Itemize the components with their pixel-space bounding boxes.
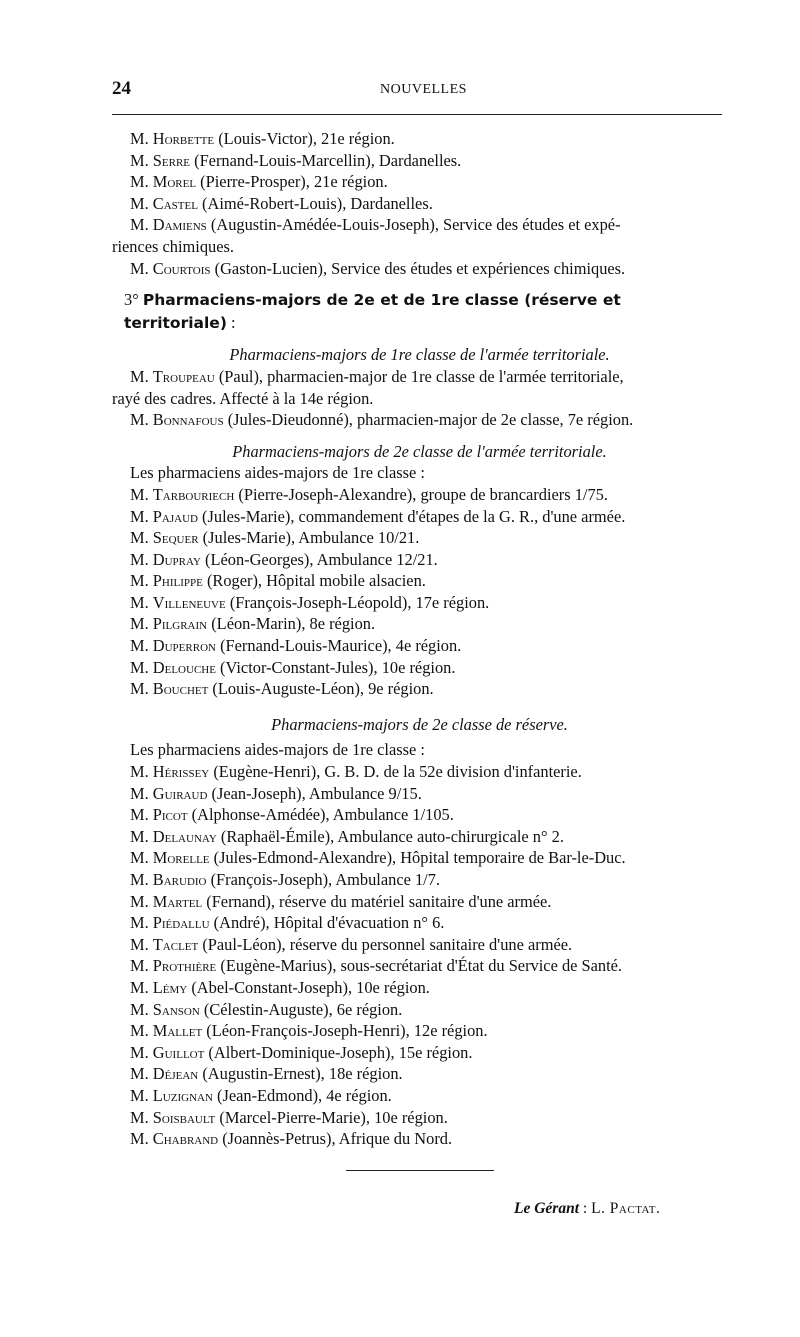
list-item — [112, 1107, 727, 1129]
entry-details: (Pierre-Prosper), 21e région. — [196, 172, 388, 192]
entry-prefix: M. — [130, 1021, 153, 1041]
list-item — [112, 955, 727, 977]
entry-prefix: M. — [130, 215, 153, 235]
page-number: 24 — [112, 78, 131, 99]
entry-prefix: M. — [130, 848, 153, 868]
entry-details: (Jean-Edmond), 4e région. — [212, 1085, 392, 1105]
entry-details: (Louis-Auguste-Léon), 9e région. — [208, 679, 434, 699]
list-item — [112, 912, 727, 934]
list-item — [112, 570, 727, 592]
entry-prefix: M. — [130, 193, 153, 213]
list-item — [112, 506, 727, 528]
entry-continuation: riences chimiques. — [112, 236, 234, 256]
intro-territorial: Les pharmaciens aides-majors de 1re classe : — [130, 463, 425, 483]
entry-prefix: M. — [130, 977, 153, 997]
entry-surname: Guillot — [152, 1042, 205, 1062]
entry-surname: Bouchet — [152, 679, 209, 699]
entry-surname: Delaunay — [152, 826, 217, 846]
entry-surname: Déjean — [152, 1064, 199, 1084]
list-item — [112, 635, 727, 657]
entry-prefix: M. — [130, 891, 153, 911]
section-number: 3° — [124, 290, 139, 310]
list-item — [112, 826, 727, 848]
entry-details: (Aimé-Robert-Louis), Dardanelles. — [197, 193, 433, 213]
entry-prefix: M. — [130, 150, 153, 170]
entry-details: (Jules-Edmond-Alexandre), Hôpital temporaire de Bar-le-Duc. — [209, 848, 626, 868]
entry-details: (Fernand), réserve du matériel sanitaire d'une armée. — [202, 891, 552, 911]
list-item — [112, 869, 727, 891]
entry-surname: Dupray — [152, 549, 201, 569]
entry-details: (François-Joseph), Ambulance 1/7. — [206, 870, 441, 889]
entry-prefix: M. — [130, 999, 153, 1019]
entry-surname: Taclet — [152, 934, 199, 954]
entry-prefix: M. — [130, 549, 153, 569]
entry-details: (Eugène-Marius), sous-secrétariat d'État du Service de Santé. — [216, 956, 623, 976]
entry-surname: Sequer — [152, 528, 199, 548]
list-item — [112, 592, 727, 614]
entry-surname: Troupeau — [152, 366, 215, 386]
running-head: NOUVELLES — [380, 82, 467, 97]
entry-continuation: rayé des cadres. Affecté à la 14e région. — [112, 388, 374, 408]
entry-surname: Tarbouriech — [152, 484, 235, 504]
entry-details: (Léon-Marin), 8e région. — [207, 614, 376, 634]
entry-prefix: M. — [130, 870, 153, 889]
entry-surname: Sanson — [152, 999, 200, 1019]
list-item — [112, 1042, 727, 1064]
list-item — [112, 128, 727, 150]
entry-surname: Morel — [152, 172, 197, 192]
header-rule — [112, 114, 722, 115]
entry-surname: Villeneuve — [152, 592, 226, 612]
entry-prefix: M. — [130, 762, 153, 782]
signature-separator: : — [579, 1200, 592, 1217]
entry-prefix: M. — [130, 805, 153, 825]
entry-details: (Abel-Constant-Joseph), 10e région. — [187, 977, 430, 997]
entry-surname: Guiraud — [152, 783, 208, 803]
list-item — [112, 804, 727, 826]
entry-surname: Damiens — [152, 215, 207, 235]
list-item — [112, 527, 727, 549]
list-item — [112, 366, 727, 409]
entry-details: (Raphaël-Émile), Ambulance auto-chirurgicale n° 2. — [216, 826, 564, 846]
entry-list-block2 — [112, 366, 727, 431]
entry-details: (Victor-Constant-Jules), 10e région. — [215, 657, 456, 677]
signature-label: Le Gérant — [514, 1200, 580, 1217]
entry-prefix: M. — [130, 172, 153, 192]
entry-surname: Picot — [152, 805, 188, 825]
subheading-reserve: Pharmaciens-majors de 2e classe de réserve. — [271, 714, 568, 734]
entry-details: (Léon-François-Joseph-Henri), 12e région. — [202, 1021, 488, 1041]
entry-prefix: M. — [130, 258, 153, 278]
list-item — [112, 783, 727, 805]
entry-prefix: M. — [130, 129, 153, 148]
entry-surname: Delouche — [152, 657, 216, 677]
entry-details: (Jules-Dieudonné), pharmacien-major de 2e classe, 7e région. — [223, 410, 634, 430]
entry-list-block3 — [112, 484, 727, 700]
entry-details: (Marcel-Pierre-Marie), 10e région. — [215, 1107, 448, 1127]
entry-details: (Joannès-Petrus), Afrique du Nord. — [218, 1129, 453, 1149]
list-item — [112, 847, 727, 869]
entry-details: (Augustin-Ernest), 18e région. — [198, 1064, 403, 1084]
entry-surname: Bonnafous — [152, 410, 224, 430]
entry-prefix: M. — [130, 1085, 153, 1105]
intro-reserve: Les pharmaciens aides-majors de 1re classe : — [130, 740, 425, 760]
section-title-tail: : — [226, 312, 236, 332]
entry-prefix: M. — [130, 366, 153, 386]
entry-details: (Albert-Dominique-Joseph), 15e région. — [204, 1042, 473, 1062]
entry-details: (Jean-Joseph), Ambulance 9/15. — [207, 783, 422, 803]
entry-details: (Eugène-Henri), G. B. D. de la 52e division d'infanterie. — [209, 762, 582, 782]
list-item — [112, 657, 727, 679]
entry-surname: Pajaud — [152, 506, 198, 526]
entry-prefix: M. — [130, 1064, 153, 1084]
entry-surname: Philippe — [152, 571, 203, 591]
entry-details: (Gaston-Lucien), Service des études et expériences chimiques. — [210, 258, 626, 278]
entry-surname: Duperron — [152, 636, 216, 656]
entry-prefix: M. — [130, 528, 153, 548]
entry-prefix: M. — [130, 657, 153, 677]
entry-prefix: M. — [130, 614, 153, 634]
section-title — [112, 289, 727, 334]
entry-surname: Hérissey — [152, 762, 210, 782]
list-item — [112, 150, 727, 172]
entry-surname: Barudio — [152, 870, 207, 889]
entry-surname: Mallet — [152, 1021, 203, 1041]
entry-prefix: M. — [130, 934, 153, 954]
list-item — [112, 999, 727, 1021]
entry-prefix: M. — [130, 571, 153, 591]
entry-details: (Célestin-Auguste), 6e région. — [199, 999, 403, 1019]
entry-details: (Fernand-Louis-Maurice), 4e région. — [215, 636, 462, 656]
page-header — [112, 78, 722, 100]
entry-surname: Prothière — [152, 956, 217, 976]
signature-name: L. Pactat. — [591, 1200, 661, 1217]
entry-surname: Piédallu — [152, 913, 210, 933]
entry-surname: Lémy — [152, 977, 188, 997]
list-item — [112, 171, 727, 193]
section-title-text: Pharmaciens-majors de 2e et de 1re classe (réserve et territoriale) — [124, 291, 621, 332]
entry-prefix: M. — [130, 484, 153, 504]
entry-surname: Morelle — [152, 848, 210, 868]
entry-details: (Pierre-Joseph-Alexandre), groupe de brancardiers 1/75. — [234, 484, 608, 504]
entry-surname: Martel — [152, 891, 203, 911]
entry-surname: Luzignan — [152, 1085, 213, 1105]
footer-rule — [346, 1170, 494, 1171]
entry-prefix: M. — [130, 636, 153, 656]
list-item — [112, 484, 727, 506]
list-item — [112, 678, 727, 700]
list-item — [112, 613, 727, 635]
document-body — [112, 128, 727, 1150]
entry-details: (Fernand-Louis-Marcellin), Dardanelles. — [190, 150, 462, 170]
signature — [514, 1200, 660, 1218]
entry-prefix: M. — [130, 956, 153, 976]
entry-details: (Augustin-Amédée-Louis-Joseph), Service des études et expé- — [206, 215, 621, 235]
list-item — [112, 1085, 727, 1107]
entry-details: (Paul-Léon), réserve du personnel sanitaire d'une armée. — [198, 934, 573, 954]
list-item — [112, 258, 727, 280]
list-item — [112, 1020, 727, 1042]
entry-details: (Léon-Georges), Ambulance 12/21. — [200, 549, 438, 569]
entry-surname: Pilgrain — [152, 614, 208, 634]
entry-prefix: M. — [130, 1129, 153, 1149]
entry-prefix: M. — [130, 913, 153, 933]
list-item — [112, 977, 727, 999]
list-item — [112, 409, 727, 431]
entry-surname: Soisbault — [152, 1107, 216, 1127]
list-item — [112, 934, 727, 956]
entry-prefix: M. — [130, 1107, 153, 1127]
entry-list-block4 — [112, 761, 727, 1150]
list-item — [112, 1128, 727, 1150]
entry-details: (Jules-Marie), commandement d'étapes de la G. R., d'une armée. — [197, 506, 626, 526]
list-item — [112, 891, 727, 913]
entry-surname: Castel — [152, 193, 198, 213]
entry-prefix: M. — [130, 826, 153, 846]
entry-details: (Paul), pharmacien-major de 1re classe de l'armée territoriale, — [214, 366, 624, 386]
entry-details: (Alphonse-Amédée), Ambulance 1/105. — [187, 805, 454, 825]
entry-details: (François-Joseph-Léopold), 17e région. — [225, 592, 490, 612]
entry-prefix: M. — [130, 506, 153, 526]
entry-details: (André), Hôpital d'évacuation n° 6. — [209, 913, 445, 933]
list-item — [112, 193, 727, 215]
entry-surname: Chabrand — [152, 1129, 219, 1149]
entry-details: (Jules-Marie), Ambulance 10/21. — [198, 528, 420, 548]
entry-details: (Louis-Victor), 21e région. — [214, 129, 395, 148]
list-item — [112, 549, 727, 571]
entry-details: (Roger), Hôpital mobile alsacien. — [202, 571, 426, 591]
entry-surname: Courtois — [152, 258, 211, 278]
entry-prefix: M. — [130, 410, 153, 430]
entry-prefix: M. — [130, 592, 153, 612]
list-item — [112, 761, 727, 783]
entry-prefix: M. — [130, 783, 153, 803]
subheading-territorial-2e: Pharmaciens-majors de 2e classe de l'armée territoriale. — [232, 441, 607, 461]
list-item — [112, 214, 727, 257]
entry-prefix: M. — [130, 679, 153, 699]
subheading-territorial-1re: Pharmaciens-majors de 1re classe de l'armée territoriale. — [229, 345, 610, 365]
entry-prefix: M. — [130, 1042, 153, 1062]
list-item — [112, 1063, 727, 1085]
entry-surname: Serre — [152, 150, 191, 170]
entry-list-block1 — [112, 128, 727, 279]
entry-surname: Horbette — [152, 129, 215, 148]
